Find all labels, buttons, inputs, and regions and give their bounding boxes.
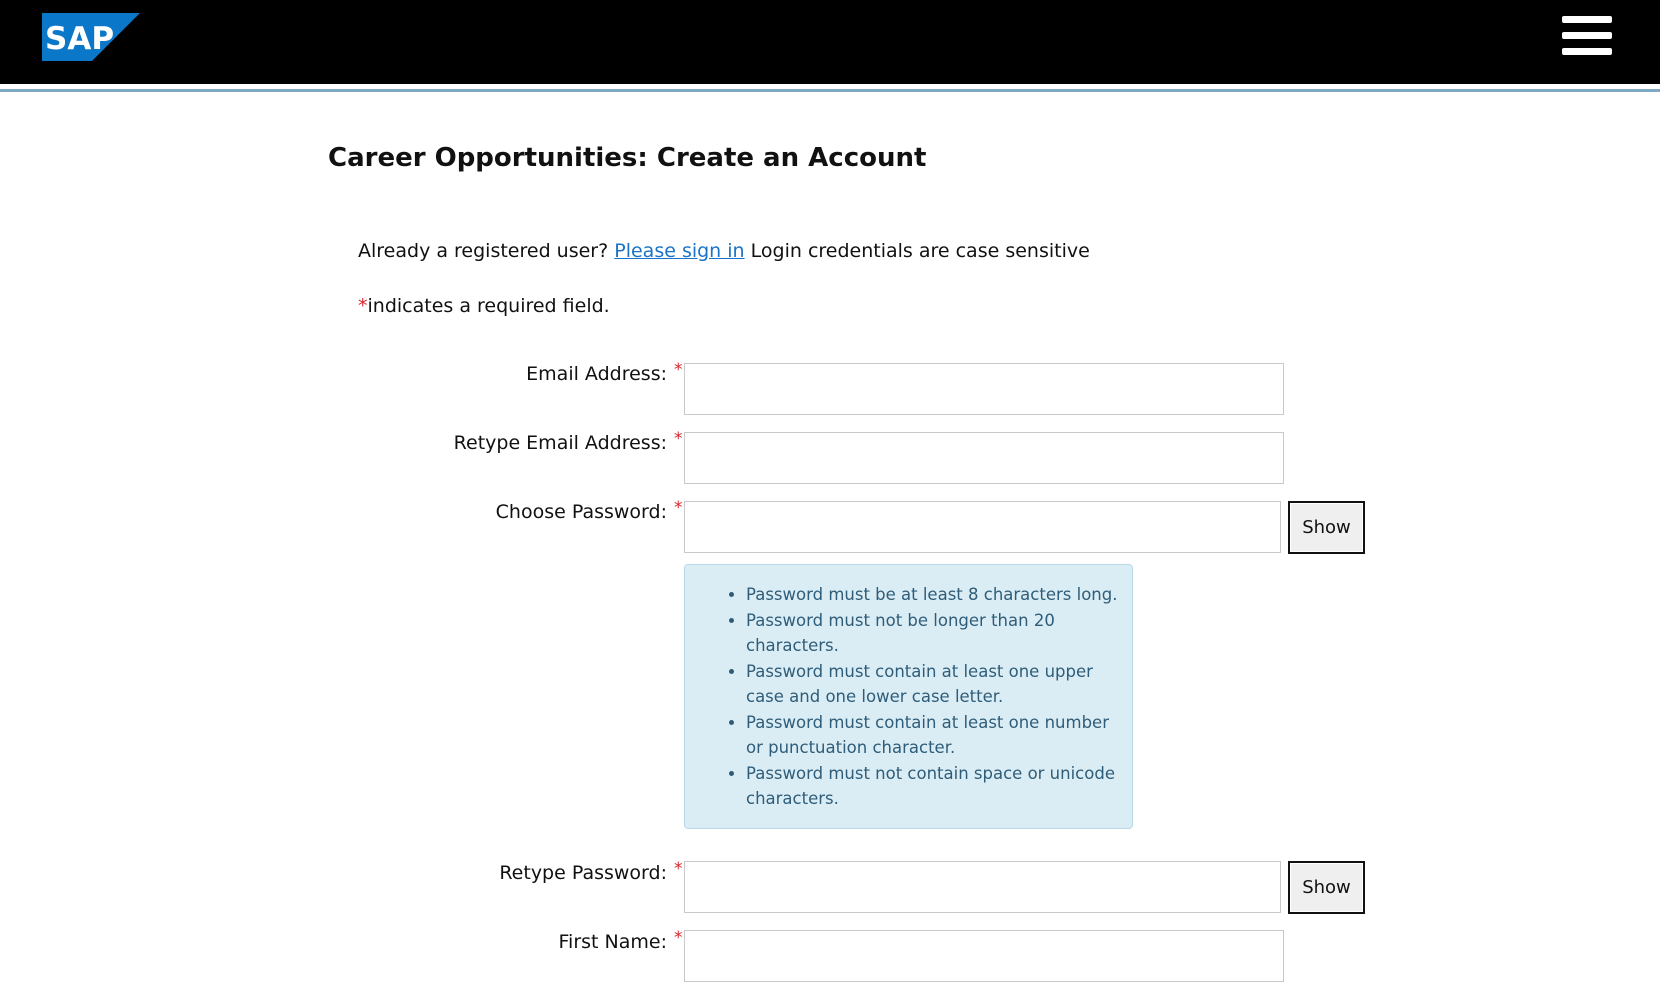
sap-logo[interactable]: [42, 13, 140, 61]
first-name-input[interactable]: [684, 930, 1284, 982]
show-password-button[interactable]: Show: [1288, 501, 1365, 554]
header-divider-line: [0, 89, 1660, 92]
password-requirements-box: [684, 564, 1133, 829]
registered-user-prefix: Already a registered user?: [358, 240, 609, 262]
first-name-label: [558, 928, 683, 953]
email-label-text: Email Address:: [526, 363, 667, 385]
case-sensitive-note: Login credentials are case sensitive: [750, 240, 1090, 262]
menu-bar-top: [1562, 16, 1612, 23]
first-name-label-text: First Name:: [558, 931, 667, 953]
password-label: [495, 498, 683, 523]
top-header-bar: [0, 0, 1660, 84]
show-retype-password-button[interactable]: Show: [1288, 861, 1365, 914]
required-note-text: indicates a required field.: [367, 295, 610, 317]
password-label-text: Choose Password:: [495, 501, 667, 523]
password-requirements-list: [685, 565, 1132, 812]
required-star: *: [674, 498, 683, 518]
hamburger-menu-icon[interactable]: [1562, 16, 1614, 60]
email-label: [526, 360, 683, 385]
required-star: *: [674, 429, 683, 449]
password-rule: • Password must not contain space or unicode characters.: [746, 761, 1124, 812]
retype-password-label-text: Retype Password:: [499, 862, 667, 884]
required-star: *: [674, 360, 683, 380]
page-title: Career Opportunities: Create an Account: [328, 143, 927, 173]
registered-user-notice: [358, 240, 1090, 262]
password-rule: • Password must not be longer than 20 characters.: [746, 608, 1124, 659]
retype-password-label: [499, 859, 683, 884]
password-rule: • Password must be at least 8 characters long.: [746, 582, 1124, 608]
menu-bar-bottom: [1562, 48, 1612, 55]
email-input[interactable]: [684, 363, 1284, 415]
required-star: *: [674, 928, 683, 948]
password-rule: • Password must contain at least one number or punctuation character.: [746, 710, 1124, 761]
required-field-note: [358, 295, 610, 317]
sign-in-link[interactable]: Please sign in: [614, 240, 745, 262]
sap-logo-text: SAP: [45, 21, 115, 57]
retype-email-label-text: Retype Email Address:: [453, 432, 667, 454]
password-input[interactable]: [684, 501, 1281, 553]
menu-bar-middle: [1562, 32, 1612, 39]
retype-email-label: [453, 429, 683, 454]
retype-password-input[interactable]: [684, 861, 1281, 913]
password-rule: • Password must contain at least one upper case and one lower case letter.: [746, 659, 1124, 710]
required-star: *: [358, 295, 368, 317]
required-star: *: [674, 859, 683, 879]
retype-email-input[interactable]: [684, 432, 1284, 484]
